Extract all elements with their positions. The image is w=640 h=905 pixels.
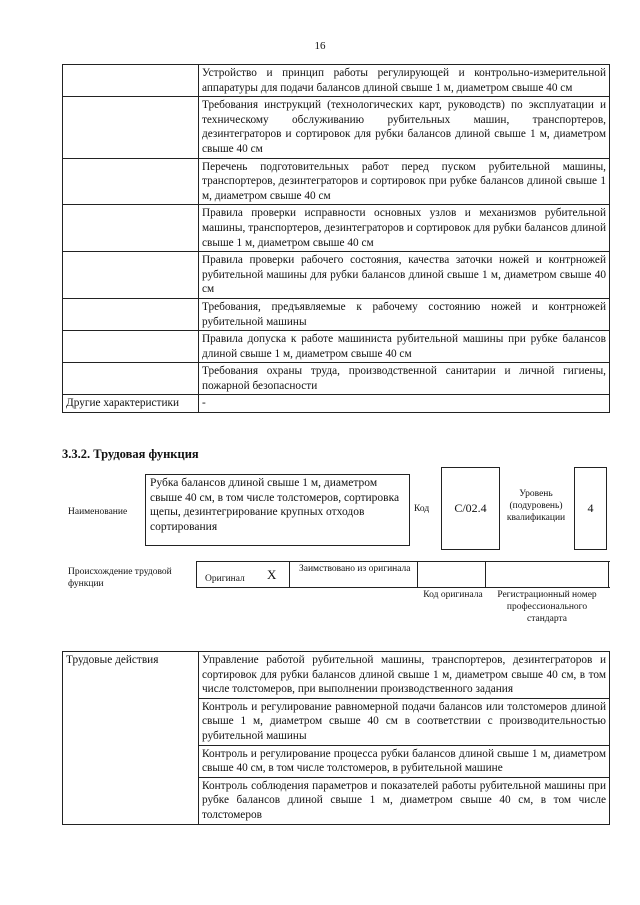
origin-code-cell xyxy=(417,562,485,587)
name-label: Наименование xyxy=(68,507,128,517)
origin-label: Происхождение трудовой функции xyxy=(68,567,172,589)
table-row xyxy=(63,252,610,299)
other-characteristics-label: Другие характеристики xyxy=(63,395,199,413)
table-row xyxy=(63,652,610,699)
action-cell: Управление работой рубительной машины, транспортеров, дезинтеграторов и сортировок для рубки балансов длиной свыше 1 м, диаметром свыше 40 см, в том числе толстомеров, при выполнении производственного задания xyxy=(199,652,610,699)
requirement-cell: Требования, предъявляемые к рабочему состоянию ножей и контрножей рубительной машины xyxy=(199,298,610,330)
table-row xyxy=(63,65,610,97)
table-row xyxy=(63,363,610,395)
page-number: 16 xyxy=(314,40,326,52)
requirement-cell: Перечень подготовительных работ перед пуском рубительной машины, транспортеров, дезинтеграторов и сортировок при рубке балансов длиной свыше 1 м, диаметром свыше 40 см xyxy=(199,158,610,205)
labor-actions-table xyxy=(62,651,610,825)
function-code: C/02.4 xyxy=(441,467,500,550)
table-row xyxy=(63,205,610,252)
table-row xyxy=(63,97,610,158)
registration-number-label: Регистрационный номер профессионального стандарта xyxy=(497,590,597,624)
code-label: Код xyxy=(414,504,430,514)
requirement-cell: Требования инструкций (технологических карт, руководств) по эксплуатации и техническому обслуживанию рубительных машин, транспортеров, дезинтеграторов и сортировок для рубки балансов длиной свыше 1 м, диаметром свыше 40 см xyxy=(199,97,610,158)
labor-actions-label: Трудовые действия xyxy=(63,652,199,825)
origin-reg-cell xyxy=(485,562,609,587)
action-cell: Контроль и регулирование равномерной подачи балансов или толстомеров длиной свыше 1 м, диаметром свыше 40 см в соответствии с производительностью рубительной машины xyxy=(199,698,610,745)
table-row xyxy=(63,331,610,363)
requirement-cell: Устройство и принцип работы регулирующей и контрольно-измерительной аппаратуры для подачи балансов длиной свыше 1 м, диаметром свыше 40 см xyxy=(199,65,610,97)
action-cell: Контроль соблюдения параметров и показателей работы рубительной машины при рубке балансов длиной свыше 1 м, диаметром свыше 40 см, в том числе толстомеров xyxy=(199,777,610,824)
other-characteristics-row xyxy=(63,395,610,413)
function-name: Рубка балансов длиной свыше 1 м, диаметром свыше 40 см, в том числе толстомеров, сортировка щепы, дезинтегрирование крупных отходов сортирования xyxy=(145,474,410,546)
code-original-label: Код оригинала xyxy=(423,590,483,600)
requirement-cell: Правила проверки рабочего состояния, качества заточки ножей и контрножей рубительной машины для рубки балансов длиной свыше 1 м, диаметром свыше 40 см xyxy=(199,252,610,299)
original-text: Оригинал xyxy=(205,574,245,584)
table-row xyxy=(63,158,610,205)
qualification-level: 4 xyxy=(574,467,607,550)
requirement-cell: Правила проверки исправности основных узлов и механизмов рубительной машины, транспортеров, дезинтеграторов и сортировок для рубки балансов длиной свыше 1 м, диаметром свыше 40 см xyxy=(199,205,610,252)
borrowed-text: Заимствовано из оригинала xyxy=(299,564,411,574)
original-mark: X xyxy=(267,567,277,582)
section-title: 3.3.2. Трудовая функция xyxy=(62,447,199,461)
table-row xyxy=(63,298,610,330)
requirement-cell: Правила допуска к работе машиниста рубительной машины при рубке балансов длиной свыше 1 м, диаметром свыше 40 см xyxy=(199,331,610,363)
level-label: Уровень (подуровень) квалификации xyxy=(506,489,566,523)
knowledge-table xyxy=(62,64,610,413)
requirement-cell: Требования охраны труда, производственной санитарии и личной гигиены, пожарной безопасности xyxy=(199,363,610,395)
other-characteristics-value: - xyxy=(199,395,610,413)
action-cell: Контроль и регулирование процесса рубки балансов длиной свыше 1 м, диаметром свыше 40 см, в том числе толстомеров, в рубительной машине xyxy=(199,745,610,777)
